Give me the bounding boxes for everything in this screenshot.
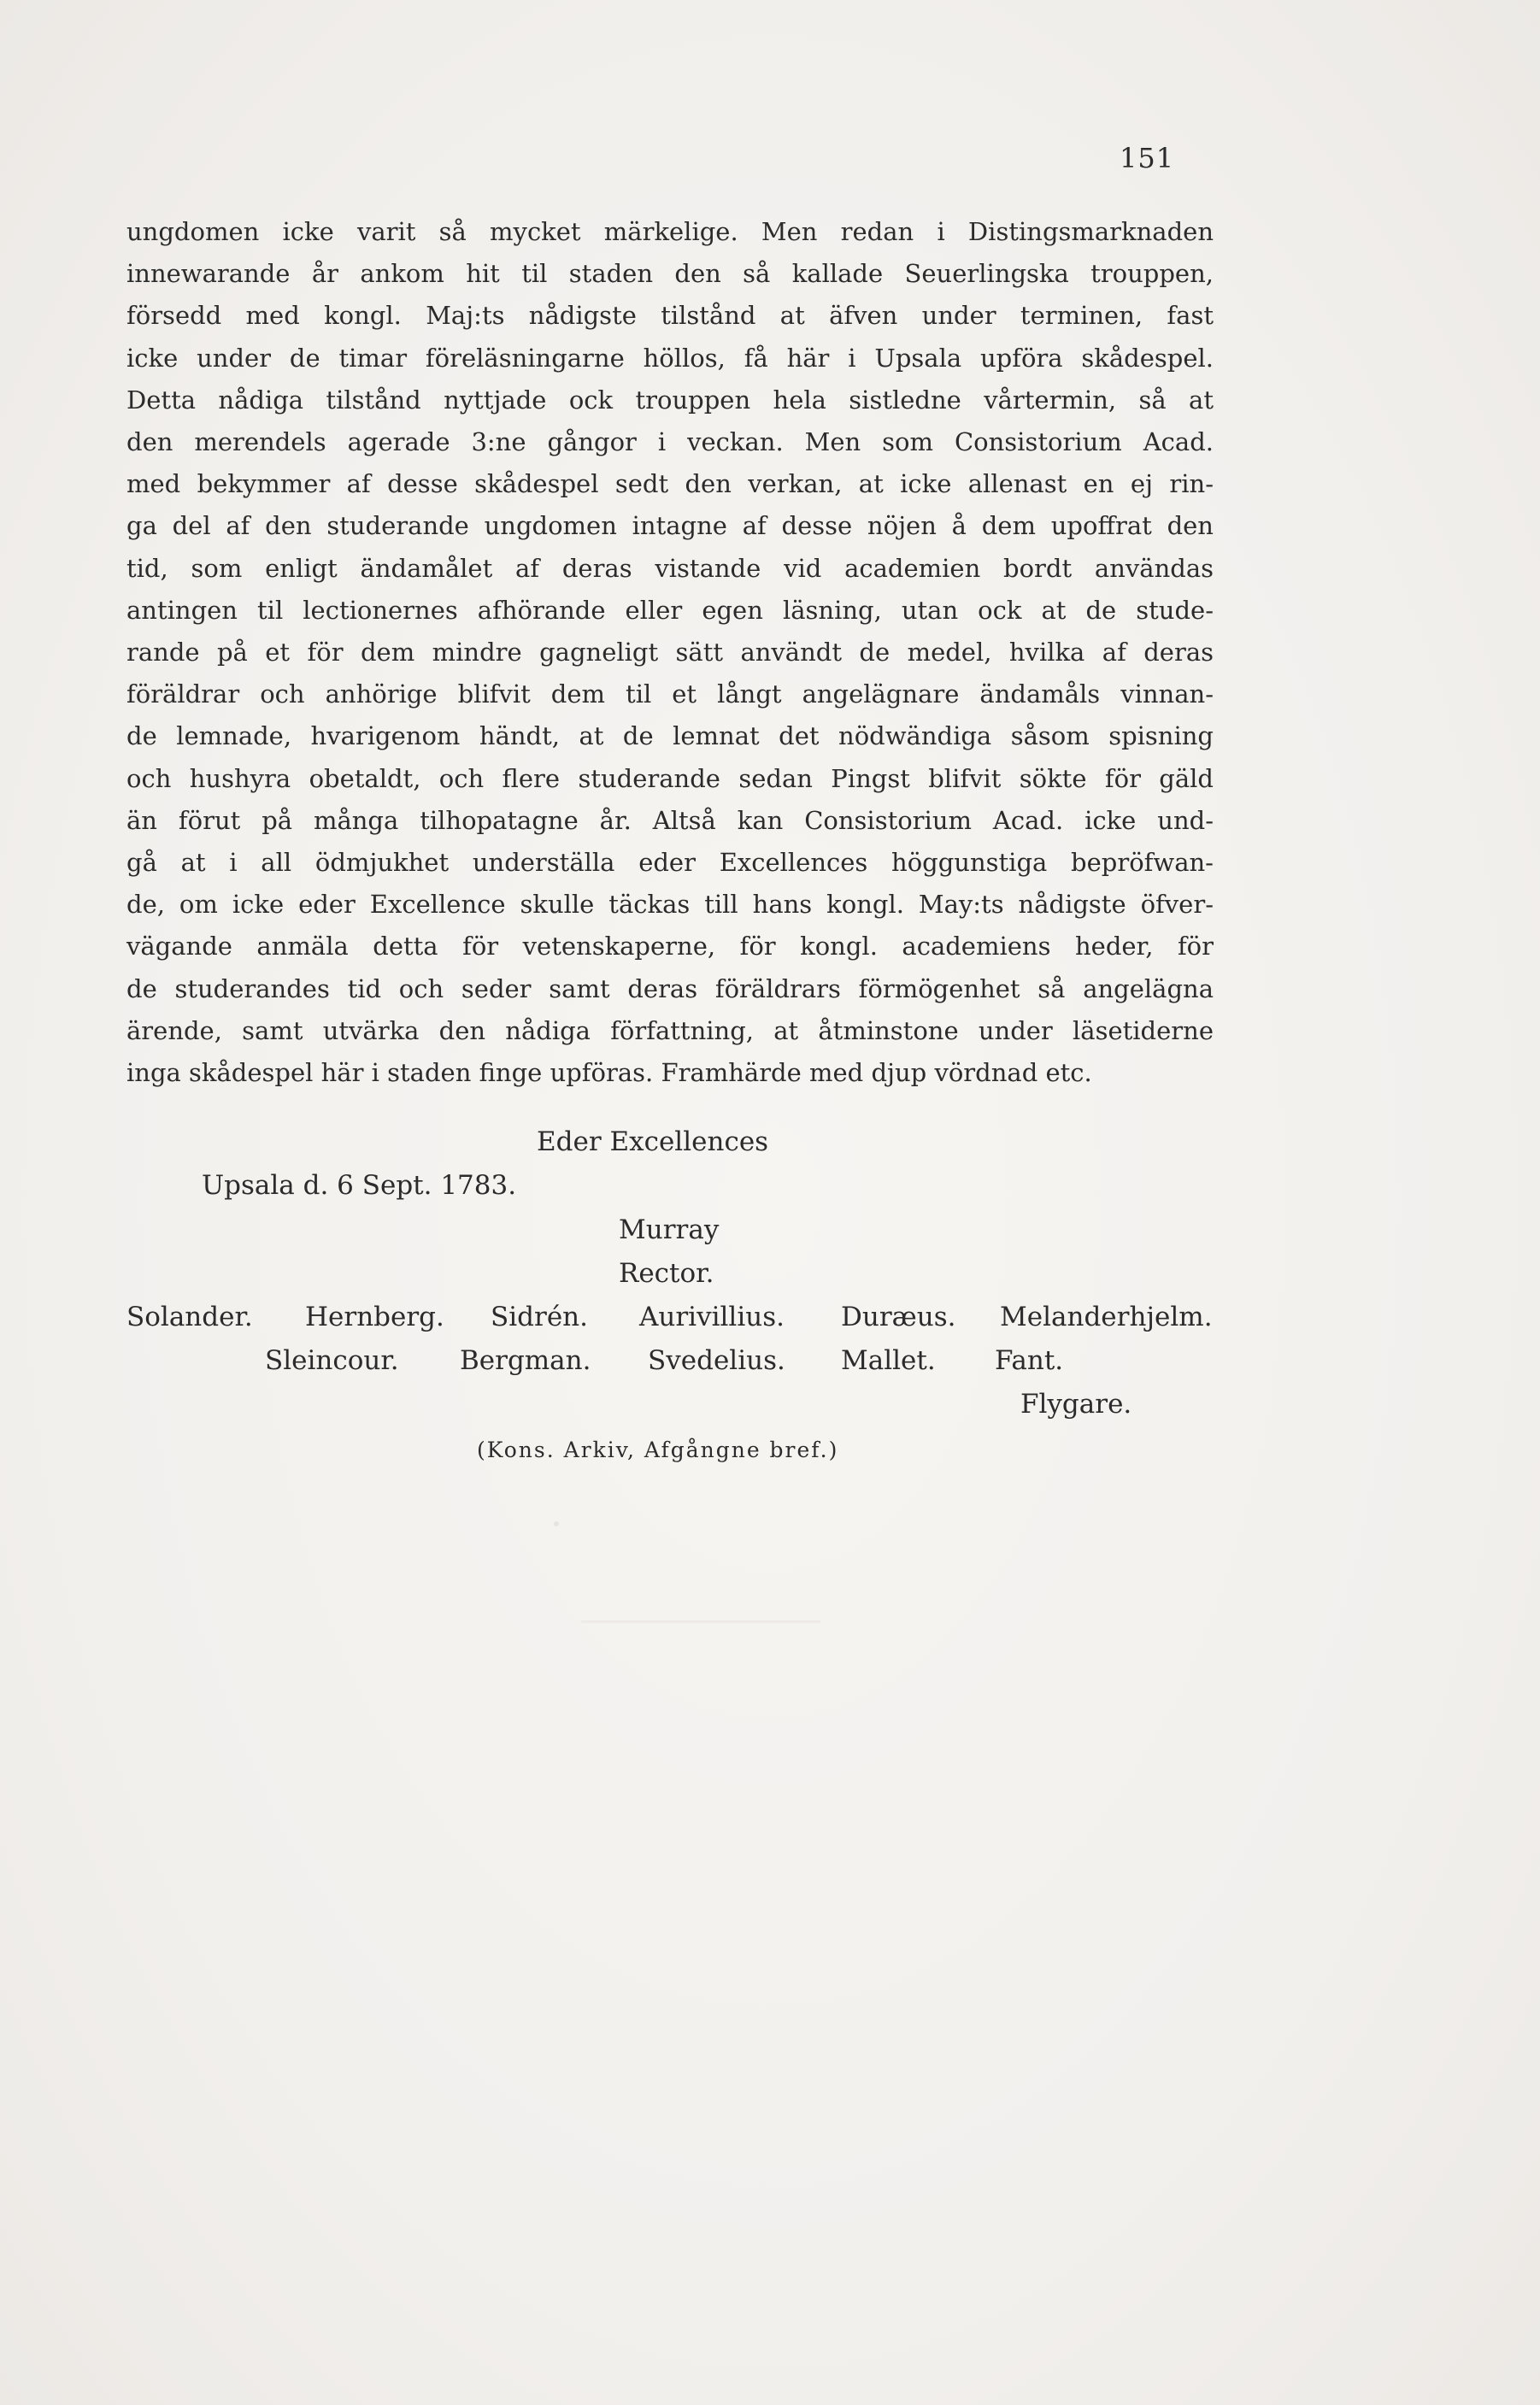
text-line: gå at i all ödmjukhet underställa eder Excellences höggunstiga bepröfwan- [126,848,1214,878]
text-line: antingen til lectionernes afhörande eller egen läsning, utan ock at de stude- [126,595,1214,625]
text-line: ärende, samt utvärka den nådiga författning, at åtminstone under läsetiderne [126,1015,1214,1045]
signer-title: Rector. [619,1258,714,1289]
body-text [126,211,1214,1094]
signatory: Fant. [995,1345,1064,1376]
text-line: föräldrar och anhörige blifvit dem til et långt angelägnare ändamåls vinnan- [126,679,1214,709]
signer-name: Murray [619,1214,720,1245]
text-line: med bekymmer af desse skådespel sedt den verkan, at icke allenast en ej rin- [126,469,1214,499]
text-line: Detta nådiga tilstånd nyttjade ock trouppen hela sistledne vårtermin, så at [126,385,1214,415]
signatory: Solander. [126,1302,253,1332]
text-line-last: inga skådespel här i staden finge upföras. Framhärde med djup vördnad etc. [126,1058,1092,1088]
signatory: Flygare. [1020,1389,1132,1420]
closing-salutation: Eder Excellences [537,1126,769,1157]
text-line: icke under de timar föreläsningarne höllos, få här i Upsala upföra skådespel. [126,343,1214,373]
text-line: de lemnade, hvarigenom händt, at de lemnat det nödwändiga såsom spisning [126,721,1214,751]
page-number: 151 [1120,142,1175,174]
signatory: Hernberg. [305,1302,444,1332]
signatory: Mallet. [841,1345,936,1376]
signatory: Sleincour. [265,1345,399,1376]
text-line: vägande anmäla detta för vetenskaperne, för kongl. academiens heder, för [126,932,1214,961]
signatory: Sidrén. [491,1302,588,1332]
source-note: (Kons. Arkiv, Afgångne bref.) [477,1438,839,1462]
signatory: Bergman. [460,1345,591,1376]
text-line: den merendels agerade 3:ne gångor i veckan. Men som Consistorium Acad. [126,427,1214,457]
text-line: ga del af den studerande ungdomen intagne af desse nöjen å dem upoffrat den [126,511,1214,541]
signatory: Svedelius. [648,1345,785,1376]
text-line: innewarande år ankom hit til staden den så kallade Seuerlingska trouppen, [126,259,1214,289]
signatory: Melanderhjelm. [1000,1302,1213,1332]
text-line: rande på et för dem mindre gagneligt sätt användt de medel, hvilka af deras [126,638,1214,667]
paper-shadow [581,1620,820,1623]
text-line: ungdomen icke varit så mycket märkelige. Men redan i Distingsmarknaden [126,217,1214,246]
text-line: än förut på många tilhopatagne år. Altså kan Consistorium Acad. icke und- [126,805,1214,835]
text-line: tid, som enligt ändamålet af deras vistande vid academien bordt användas [126,553,1214,583]
signatory: Duræus. [841,1302,956,1332]
place-date: Upsala d. 6 Sept. 1783. [202,1170,517,1201]
text-line: försedd med kongl. Maj:ts nådigste tilstånd at äfven under terminen, fast [126,301,1214,331]
signatory: Aurivillius. [639,1302,785,1332]
text-line: och hushyra obetaldt, och flere studerande sedan Pingst blifvit sökte för gäld [126,763,1214,793]
paper-speck [554,1521,559,1526]
text-line: de studerandes tid och seder samt deras föräldrars förmögenhet så angelägna [126,973,1214,1003]
text-line: de, om icke eder Excellence skulle täckas till hans kongl. May:ts nådigste öfver- [126,890,1214,920]
